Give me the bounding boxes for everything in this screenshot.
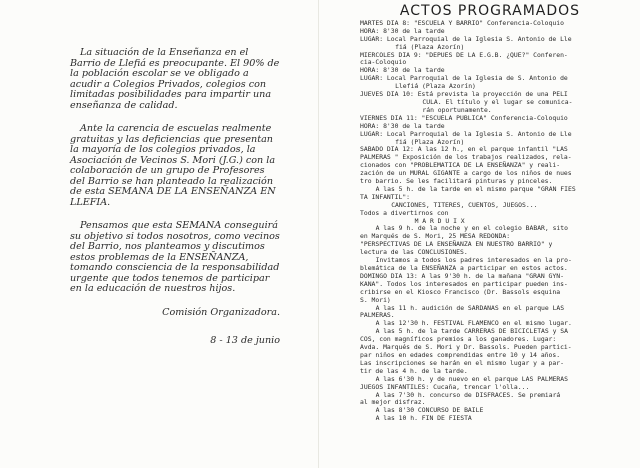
program-line: CANCIONES, TITERES, CUENTOS, JUEGOS... bbox=[391, 200, 538, 209]
program-line: cribirse en el Kiosco Francisco (Dr. Bassols esquina bbox=[360, 287, 561, 296]
program-line: blemática de la ENSEÑANZA a participar en estos actos. bbox=[360, 264, 568, 272]
event-dates: 8 - 13 de junio bbox=[210, 335, 280, 346]
program-line: TA INFANTIL": bbox=[360, 192, 411, 201]
program-line: rán oportunamente. bbox=[422, 105, 492, 114]
introduction-column bbox=[70, 48, 280, 347]
program-line: S. Mori) bbox=[360, 295, 391, 304]
program-line: DOMINGO DIA 13: A las 9'30 h. de la mañana "GRAN GYN- bbox=[360, 271, 564, 280]
program-line: SABADO DIA 12: A las 12 h., en el parque infantil "LAS bbox=[360, 145, 568, 154]
program-line: LUGAR: Local Parroquial de la Iglesia de S. Antonio de bbox=[360, 74, 568, 83]
intro-paragraph-1: La situación de la Enseñanza en el Barrio de Llefiá es preocupante. El 90% de la población escolar se ve obligado a acudir a Colegios Privados, colegios con limitadas posibilidades para impartir una enseñanza de calidad. bbox=[70, 47, 280, 111]
program-line: MARTES DIA 8: "ESCUELA Y BARRIO" Conferencia-Coloquio bbox=[360, 18, 564, 27]
program-line: A las 7'30 h. concurso de DISFRACES. Se premiará bbox=[375, 390, 561, 399]
program-line: Llefiá (Plaza Azorín) bbox=[395, 82, 476, 91]
program-line: A las 12'30 h. FESTIVAL FLAMENCO en el mismo lugar. bbox=[375, 319, 572, 328]
program-title: ACTOS PROGRAMADOS bbox=[399, 3, 581, 19]
program-line: cionados con "PROBLEMATICA DE LA ENSEÑANZA" y reali- bbox=[360, 161, 561, 170]
program-line: lectura de las CONCLUSIONES. bbox=[360, 248, 468, 257]
program-line: M A R D U I X bbox=[414, 216, 465, 225]
program-line: Invitamos a todos los padres interesados en la pro- bbox=[375, 256, 572, 265]
program-line: zación de un MURAL GIGANTE a cargo de los niños de nues bbox=[360, 169, 572, 178]
program-line: PALMERAS. bbox=[360, 311, 395, 320]
program-line: A las 5 h. de la tarde en el mismo parque "GRAN FIES bbox=[375, 184, 576, 193]
program-column bbox=[360, 3, 620, 423]
program-line: HORA: 8'30 de la tarde bbox=[360, 121, 445, 130]
program-line: CULA. El título y el lugar se comunica- bbox=[422, 97, 573, 106]
page-fold bbox=[318, 0, 319, 468]
program-line: JUEVES DIA 10: Está prevista la proyección de una PELI bbox=[360, 90, 568, 99]
program-line: HORA: 8'30 de la tarde bbox=[360, 26, 445, 35]
program-line: fiá (Plaza Azorín) bbox=[395, 137, 465, 146]
program-line: tro barrio. Se les facilitará pinturas y pinceles. bbox=[360, 177, 553, 186]
signature: Comisión Organizadora. bbox=[162, 306, 280, 318]
program-line: en Marqués de S. Mori, 25 MESA REDONDA: bbox=[360, 232, 511, 241]
program-line: A las 6'30 h. y de nuevo en el parque LAS PALMERAS bbox=[375, 374, 568, 383]
program-line: fiá (Plaza Azorín) bbox=[395, 42, 465, 51]
program-line: "PERSPECTIVAS DE LA ENSEÑANZA EN NUESTRO BARRIO" y bbox=[360, 240, 553, 249]
program-line: cia-Coloquio bbox=[360, 58, 407, 67]
program-line: Todos a divertirnos con bbox=[360, 208, 449, 217]
program-line: A las 5 h. de la tarde CARRERAS DE BICICLETAS y SA bbox=[375, 327, 568, 336]
program-line: LUGAR: Local Parroquial de la Iglesia S. Antonio de Lle bbox=[360, 34, 572, 43]
program-line: Las inscripciones se harán en el mismo lugar y a par- bbox=[360, 358, 564, 367]
program-line: KANA". Todos los interesados en participar pueden ins- bbox=[360, 279, 568, 288]
program-line: A las 8'30 CONCURSO DE BAILE bbox=[375, 406, 484, 415]
program-line: COS, con magníficos premios a los ganadores. Lugar: bbox=[360, 335, 557, 344]
program-line: A las 9 h. de la noche y en el colegio BABAR, sito bbox=[375, 224, 568, 233]
program-line: HORA: 8'30 de la tarde bbox=[360, 66, 445, 75]
program-line: PALMERAS " Exposición de los trabajos realizados, rela- bbox=[360, 153, 572, 162]
program-line: LUGAR: Local Parroquial de la Iglesia S. Antonio de Lle bbox=[360, 129, 572, 138]
program-line: A las 10 h. FIN DE FIESTA bbox=[375, 414, 472, 423]
program-line: par niños en edades comprendidas entre 10 y 14 años. bbox=[360, 350, 561, 359]
program-line: tir de las 4 h. de la tarde. bbox=[360, 366, 468, 375]
intro-paragraph-3: Pensamos que esta SEMANA conseguirá su objetivo si todos nosotros, como vecinos del Barrio, nos planteamos y discutimos estos problemas de la ENSEÑANZA, tomando consciencia de la responsabilidad urgente que todos tenemos de participar en la educación de nuestros hijos. bbox=[70, 220, 280, 294]
intro-paragraph-2: Ante la carencia de escuelas realmente gratuitas y las deficiencias que presentan la mayoría de los colegios privados, la Asociación de Vecinos S. Mori (J.G.) con la colaboración de un grupo de Profesores del Barrio se han planteado la realización de esta SEMANA DE LA ENSEÑANZA EN LLEFIA. bbox=[70, 123, 276, 208]
program-line: al mejor disfraz. bbox=[360, 398, 426, 407]
program-line: VIERNES DIA 11: "ESCUELA PUBLICA" Conferencia-Coloquio bbox=[360, 113, 568, 122]
program-list bbox=[360, 20, 620, 423]
program-line: MIERCOLES DIA 9: "DEPUES DE LA E.G.B. ¿QUE?" Conferen- bbox=[360, 50, 568, 59]
program-line: Avda. Marqués de S. Mori y Dr. Bassols. Pueden partici- bbox=[360, 343, 572, 352]
program-line: JUEGOS INFANTILES: Cucaña, trencar l'olla... bbox=[360, 382, 530, 391]
program-line: A las 11 h. audición de SARDANAS en el parque LAS bbox=[375, 303, 565, 312]
